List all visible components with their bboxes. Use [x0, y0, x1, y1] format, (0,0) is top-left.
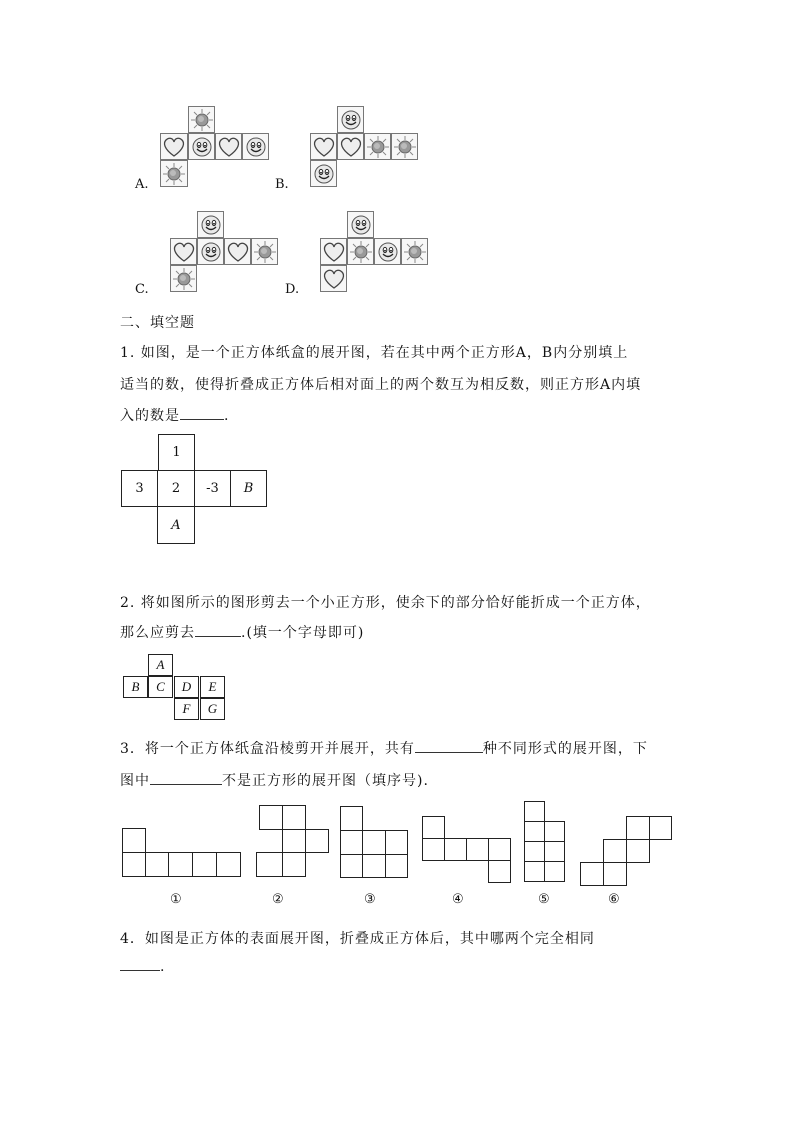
option-c-face-1	[170, 238, 197, 265]
q3-line2-suffix: 不是正方形的展开图（填序号).	[222, 773, 429, 789]
sun-icon	[348, 239, 374, 265]
q4-line2-suffix: .	[160, 959, 166, 975]
option-a-label[interactable]: A.	[135, 177, 149, 192]
heart-icon	[338, 134, 364, 160]
net-square	[340, 806, 363, 831]
q2-line2	[120, 622, 364, 642]
option-a-face-2	[188, 133, 215, 160]
sun-icon	[252, 239, 278, 265]
net-square	[282, 805, 306, 830]
option-b-face-1	[310, 133, 337, 160]
option-d-face-2	[347, 238, 374, 265]
net-square	[580, 862, 604, 886]
option-b-label[interactable]: B.	[275, 177, 289, 192]
net-square	[122, 828, 146, 853]
heart-icon	[311, 134, 337, 160]
smiley-icon	[311, 161, 337, 187]
sun-icon	[189, 107, 215, 133]
heart-icon	[161, 134, 187, 160]
q3-label-5: ⑤	[538, 892, 550, 907]
q2-cell-e: E	[200, 676, 225, 698]
net-square	[524, 801, 545, 822]
q4-line2	[120, 958, 165, 975]
q2-cell-d: D	[174, 676, 199, 698]
net-square	[603, 862, 627, 886]
option-c-face-bottom	[170, 265, 197, 292]
option-d-face-3	[374, 238, 401, 265]
sun-icon	[161, 161, 187, 187]
option-b-face-top	[337, 106, 364, 133]
net-square	[362, 854, 386, 878]
q1-cell-left: 3	[121, 470, 158, 507]
net-square	[422, 838, 445, 861]
net-square	[168, 852, 193, 877]
q2-cell-a: A	[148, 654, 173, 676]
option-b-face-4	[391, 133, 418, 160]
option-a-face-1	[160, 133, 188, 160]
q3-line2-prefix: 图中	[120, 773, 150, 789]
q1-line3	[120, 405, 229, 425]
net-square	[422, 816, 445, 839]
q2-line2-prefix: 那么应剪去	[120, 625, 195, 641]
net-square	[305, 829, 329, 853]
option-d-face-bottom	[320, 265, 347, 292]
option-d-label[interactable]: D.	[285, 282, 300, 297]
smiley-icon	[375, 239, 401, 265]
net-square	[282, 852, 306, 877]
sun-icon	[392, 134, 418, 160]
smiley-icon	[243, 134, 269, 160]
net-square	[259, 805, 283, 830]
net-square	[544, 821, 565, 842]
option-c-face-4	[251, 238, 278, 265]
net-square	[626, 839, 650, 863]
net-square	[603, 839, 627, 863]
q2-cell-g: G	[200, 698, 225, 720]
sun-icon	[365, 134, 391, 160]
net-square	[544, 861, 565, 882]
option-c-face-3	[224, 238, 251, 265]
q3-line1	[120, 738, 648, 758]
heart-icon	[171, 239, 197, 265]
net-square	[524, 841, 545, 862]
q2-line1: 2. 将如图所示的图形剪去一个小正方形，使余下的部分恰好能折成一个正方体，	[120, 595, 651, 611]
net-square	[216, 852, 241, 877]
q1-cell-top: 1	[158, 434, 195, 471]
q1-line2: 适当的数，使得折叠成正方体后相对面上的两个数互为相反数，则正方形A内填	[120, 377, 642, 393]
net-square	[488, 860, 511, 883]
smiley-icon	[189, 134, 215, 160]
option-d-face-4	[401, 238, 428, 265]
net-square	[466, 838, 489, 861]
option-c-face-2	[197, 238, 224, 265]
q2-cell-c: C	[148, 676, 173, 698]
net-square	[524, 861, 545, 882]
net-square	[488, 838, 511, 861]
q3-label-4: ④	[452, 892, 464, 907]
option-c-face-top	[197, 211, 224, 238]
option-d-face-top	[347, 211, 374, 238]
net-square	[524, 821, 545, 842]
q1-line1: 1. 如图，是一个正方体纸盒的展开图，若在其中两个正方形A，B内分别填上	[120, 345, 629, 361]
q3-label-6: ⑥	[608, 892, 620, 907]
q1-cell-center: 2	[157, 470, 195, 507]
q1-cell-right: -3	[194, 470, 231, 507]
net-square	[444, 838, 467, 861]
net-square	[649, 816, 672, 840]
option-a-face-top	[188, 106, 215, 133]
q1-line3-suffix: .	[224, 408, 230, 424]
smiley-icon	[348, 212, 374, 238]
heart-icon	[216, 134, 242, 160]
net-square	[256, 852, 283, 877]
option-b-face-bottom	[310, 160, 337, 187]
q4-answer-blank[interactable]	[120, 958, 160, 971]
q2-answer-blank[interactable]	[195, 624, 241, 637]
smiley-icon	[198, 239, 224, 265]
net-square	[192, 852, 217, 877]
option-b-face-3	[364, 133, 391, 160]
net-square	[626, 816, 650, 840]
net-square	[145, 852, 169, 877]
option-b-face-2	[337, 133, 364, 160]
q3-line1-suffix: 种不同形式的展开图，下	[482, 741, 648, 757]
option-a-face-4	[242, 133, 269, 160]
q1-answer-blank[interactable]	[180, 407, 224, 420]
net-square	[282, 829, 306, 853]
option-c-label[interactable]: C.	[135, 282, 149, 297]
q2-cell-b: B	[123, 676, 148, 698]
q3-label-1: ①	[170, 892, 182, 907]
sun-icon	[171, 266, 197, 292]
net-square	[385, 854, 408, 878]
q3-label-3: ③	[364, 892, 376, 907]
net-square	[544, 841, 565, 862]
smiley-icon	[338, 107, 364, 133]
q3-line2	[120, 770, 429, 790]
net-square	[362, 830, 386, 855]
option-d-face-1	[320, 238, 347, 265]
smiley-icon	[198, 212, 224, 238]
q2-cell-f: F	[174, 698, 199, 720]
net-square	[385, 830, 408, 855]
q3-answer-blank-1[interactable]	[415, 740, 483, 753]
option-a-face-3	[215, 133, 242, 160]
option-a-face-bottom	[160, 160, 188, 187]
section-title: 二、填空题	[120, 315, 195, 331]
q1-cell-far-right: B	[230, 470, 267, 507]
q2-line2-suffix: .(填一个字母即可)	[241, 625, 365, 641]
q3-answer-blank-2[interactable]	[150, 772, 222, 785]
q1-cell-bottom: A	[157, 506, 195, 544]
sun-icon	[402, 239, 428, 265]
q3-label-2: ②	[272, 892, 284, 907]
net-square	[122, 852, 146, 877]
net-square	[340, 854, 363, 878]
heart-icon	[321, 266, 347, 292]
q3-line1-prefix: 3．将一个正方体纸盒沿棱剪开并展开，共有	[120, 741, 415, 757]
heart-icon	[321, 239, 347, 265]
net-square	[340, 830, 363, 855]
q1-line3-prefix: 入的数是	[120, 408, 180, 424]
q4-line1: 4．如图是正方体的表面展开图，折叠成正方体后，其中哪两个完全相同	[120, 931, 595, 947]
heart-icon	[225, 239, 251, 265]
